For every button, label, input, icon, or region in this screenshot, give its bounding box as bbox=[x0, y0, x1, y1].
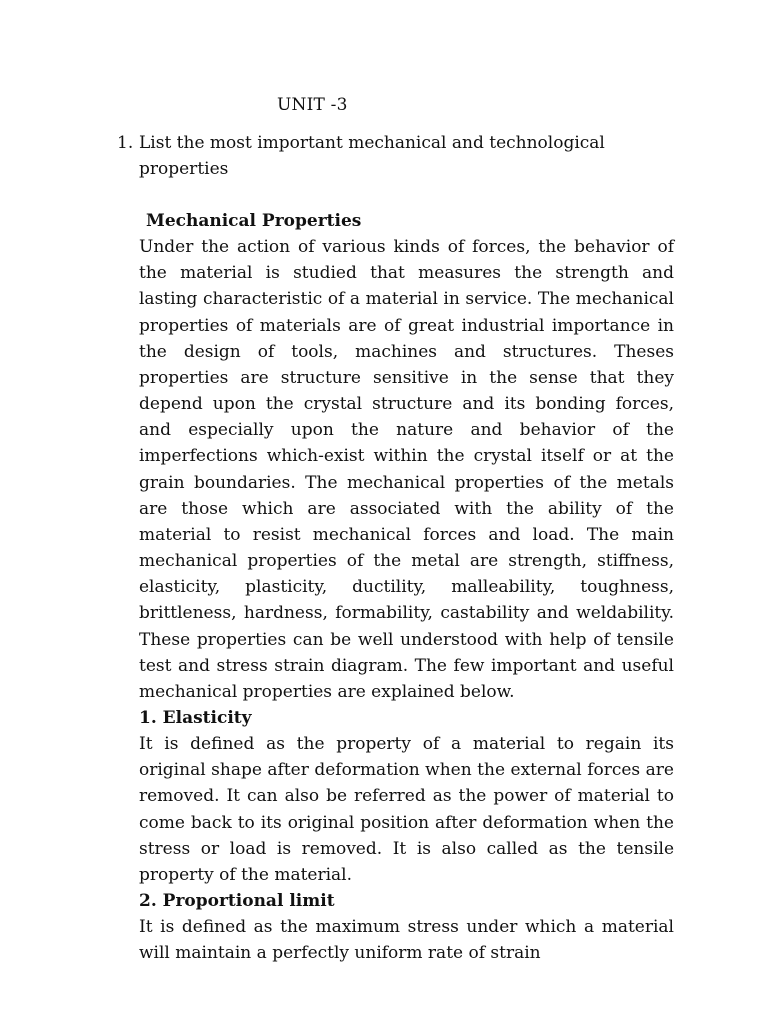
document-body bbox=[139, 208, 674, 967]
section-heading-elasticity: 1. Elasticity bbox=[139, 707, 252, 728]
section-body-mechanical-properties: Under the action of various kinds of forces, the behavior of the material is studied that measures the strength and lasting characteristic of a material in service. The mechanical properties of materials are of great industrial importance in the design of tools, machines and structures. Theses properties are structure sensitive in the sense that they depend upon the crystal structure and its bonding forces, and especially upon the nature and behavior of the imperfections which-exist within the crystal itself or at the grain boundaries. The mechanical properties of the metals are those which are associated with the ability of the material to resist mechanical forces and load. The main mechanical properties of the metal are strength, stiffness, elasticity, plasticity, ductility, malleability, toughness, brittleness, hardness, formability, castability and weldability. These properties can be well understood with help of tensile test and stress strain diagram. The few important and useful mechanical properties are explained below. bbox=[139, 237, 674, 702]
section-heading-proportional-limit: 2. Proportional limit bbox=[139, 891, 335, 912]
section-body-elasticity: It is defined as the property of a material to regain its original shape after deformation when the external forces are removed. It can also be referred as the power of material to come back to its original position after deformation when the stress or load is removed. It is also called as the tensile property of the material. bbox=[139, 734, 674, 885]
section-body-proportional-limit: It is defined as the maximum stress under which a material will maintain a perfectly uniform rate of strain bbox=[139, 917, 674, 964]
question-text: List the most important mechanical and technological properties bbox=[139, 133, 605, 179]
section-heading-mechanical-properties: Mechanical Properties bbox=[146, 211, 362, 231]
question-number: 1. bbox=[117, 133, 134, 153]
unit-title: UNIT -3 bbox=[277, 95, 348, 115]
question-item bbox=[117, 130, 677, 182]
